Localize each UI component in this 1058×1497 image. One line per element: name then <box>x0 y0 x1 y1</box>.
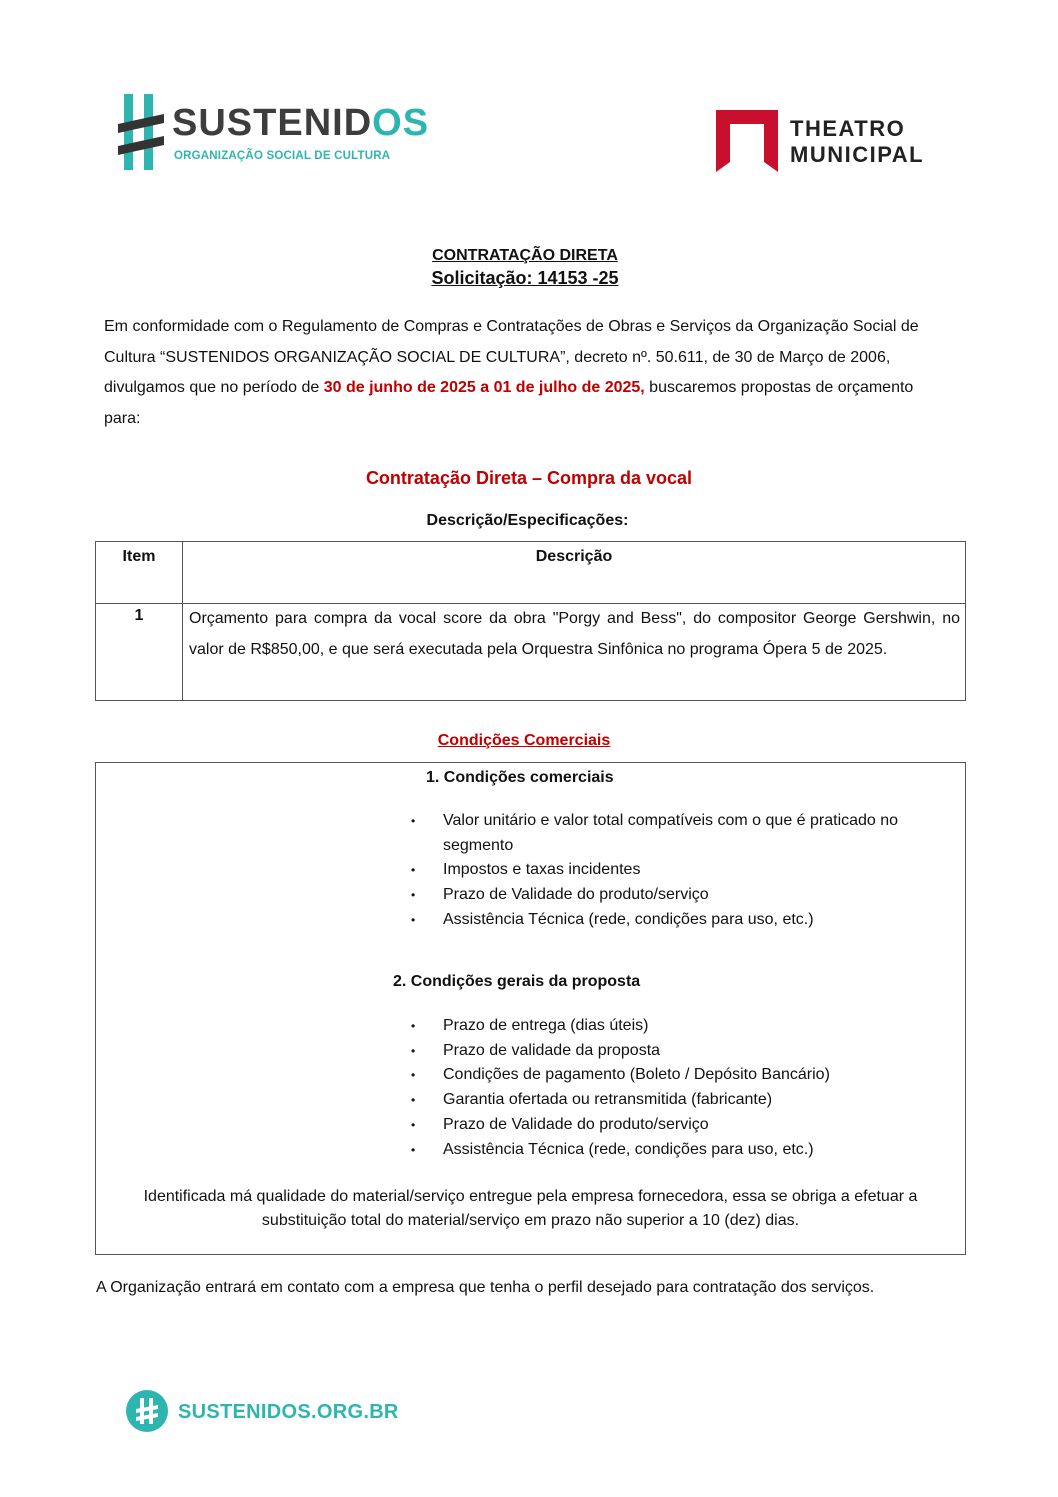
list-item: • Prazo de entrega (dias úteis) <box>411 1014 959 1039</box>
sustenidos-logo-subtitle: ORGANIZAÇÃO SOCIAL DE CULTURA <box>174 150 391 162</box>
bullet-icon: • <box>411 814 416 828</box>
list-item: • Assistência Técnica (rede, condições para uso, etc.) <box>411 908 959 933</box>
intro-paragraph: Em conformidade com o Regulamento de Compras e Contratações de Obras e Serviços da Organização Social de Cultura “SUSTENIDOS ORGANIZAÇÃO SOCIAL DE CULTURA”, decreto nº. 50.611, de 30 de Março de 2006, divulgamos que no período de 30 de junho de 2025 a 01 de julho de 2025, buscaremos propostas de orçamento para: <box>104 318 919 427</box>
quality-note: Identificada má qualidade do material/serviço entregue pela empresa fornecedora, essa se obriga a efetuar a substituição total do material/serviço em prazo não superior a 10 (dez) dias. <box>143 1188 918 1229</box>
column-header-description: Descrição <box>183 542 966 604</box>
theatro-logo-line1: THEATRO <box>790 116 906 141</box>
list-item: • Assistência Técnica (rede, condições para uso, etc.) <box>411 1138 959 1163</box>
document-title: CONTRATAÇÃO DIRETA <box>432 247 618 264</box>
theatro-logo-line2: MUNICIPAL <box>790 142 925 167</box>
list-item: • Prazo de Validade do produto/serviço <box>411 883 959 908</box>
sustenidos-hash-icon <box>118 94 164 170</box>
list-item: • Valor unitário e valor total compatíveis com o que é praticado no segmento <box>411 809 959 858</box>
items-table <box>95 541 966 701</box>
bullet-icon: • <box>411 1093 416 1108</box>
sustenidos-logo-name: SUSTENIDOS <box>172 102 430 144</box>
list-item: • Condições de pagamento (Boleto / Depósito Bancário) <box>411 1063 959 1088</box>
bullet-icon: • <box>411 863 416 878</box>
bullet-icon: • <box>411 1068 416 1083</box>
table-header-row <box>96 542 966 604</box>
footer-site-url: SUSTENIDOS.ORG.BR <box>178 1401 399 1423</box>
intro-period: 30 de junho de 2025 a 01 de julho de 2025, <box>323 379 645 396</box>
column-header-item: Item <box>96 542 183 604</box>
list-item: • Prazo de Validade do produto/serviço <box>411 1113 959 1138</box>
item-number: 1 <box>96 604 183 701</box>
conditions-section2-heading: 2. Condições gerais da proposta <box>393 973 641 990</box>
item-description: Orçamento para compra da vocal score da obra "Porgy and Bess", do compositor George Gershwin, no valor de R$850,00, e que será executada pela Orquestra Sinfônica no programa Ópera 5 de 2025. <box>183 604 966 701</box>
description-heading: Descrição/Especificações: <box>426 512 629 529</box>
footer-logo <box>126 1390 399 1436</box>
theatro-municipal-logo <box>716 110 956 172</box>
table-row <box>96 604 966 701</box>
bullet-icon: • <box>411 888 416 903</box>
bullet-icon: • <box>411 1117 416 1132</box>
conditions-section1-list <box>411 809 959 933</box>
request-number: Solicitação: 14153 -25 <box>431 268 619 288</box>
sustenidos-logo <box>118 94 430 170</box>
list-item: • Prazo de validade da proposta <box>411 1039 959 1064</box>
section-title: Contratação Direta – Compra da vocal <box>365 468 693 488</box>
bullet-icon: • <box>411 1043 416 1058</box>
closing-paragraph: A Organização entrará em contato com a empresa que tenha o perfil desejado para contratação dos serviços. <box>96 1279 875 1296</box>
list-item: • Garantia ofertada ou retransmitida (fabricante) <box>411 1088 959 1113</box>
sustenidos-circle-hash-icon <box>126 1390 168 1432</box>
conditions-section1-heading: 1. Condições comerciais <box>426 769 614 786</box>
conditions-title: Condições Comerciais <box>437 732 611 749</box>
list-item: • Impostos e taxas incidentes <box>411 858 959 883</box>
conditions-box <box>95 762 966 1255</box>
bullet-icon: • <box>411 1142 416 1157</box>
conditions-section2-list <box>411 1014 959 1162</box>
bullet-icon: • <box>411 1019 416 1033</box>
theatro-arch-icon <box>716 110 778 172</box>
bullet-icon: • <box>411 912 416 927</box>
